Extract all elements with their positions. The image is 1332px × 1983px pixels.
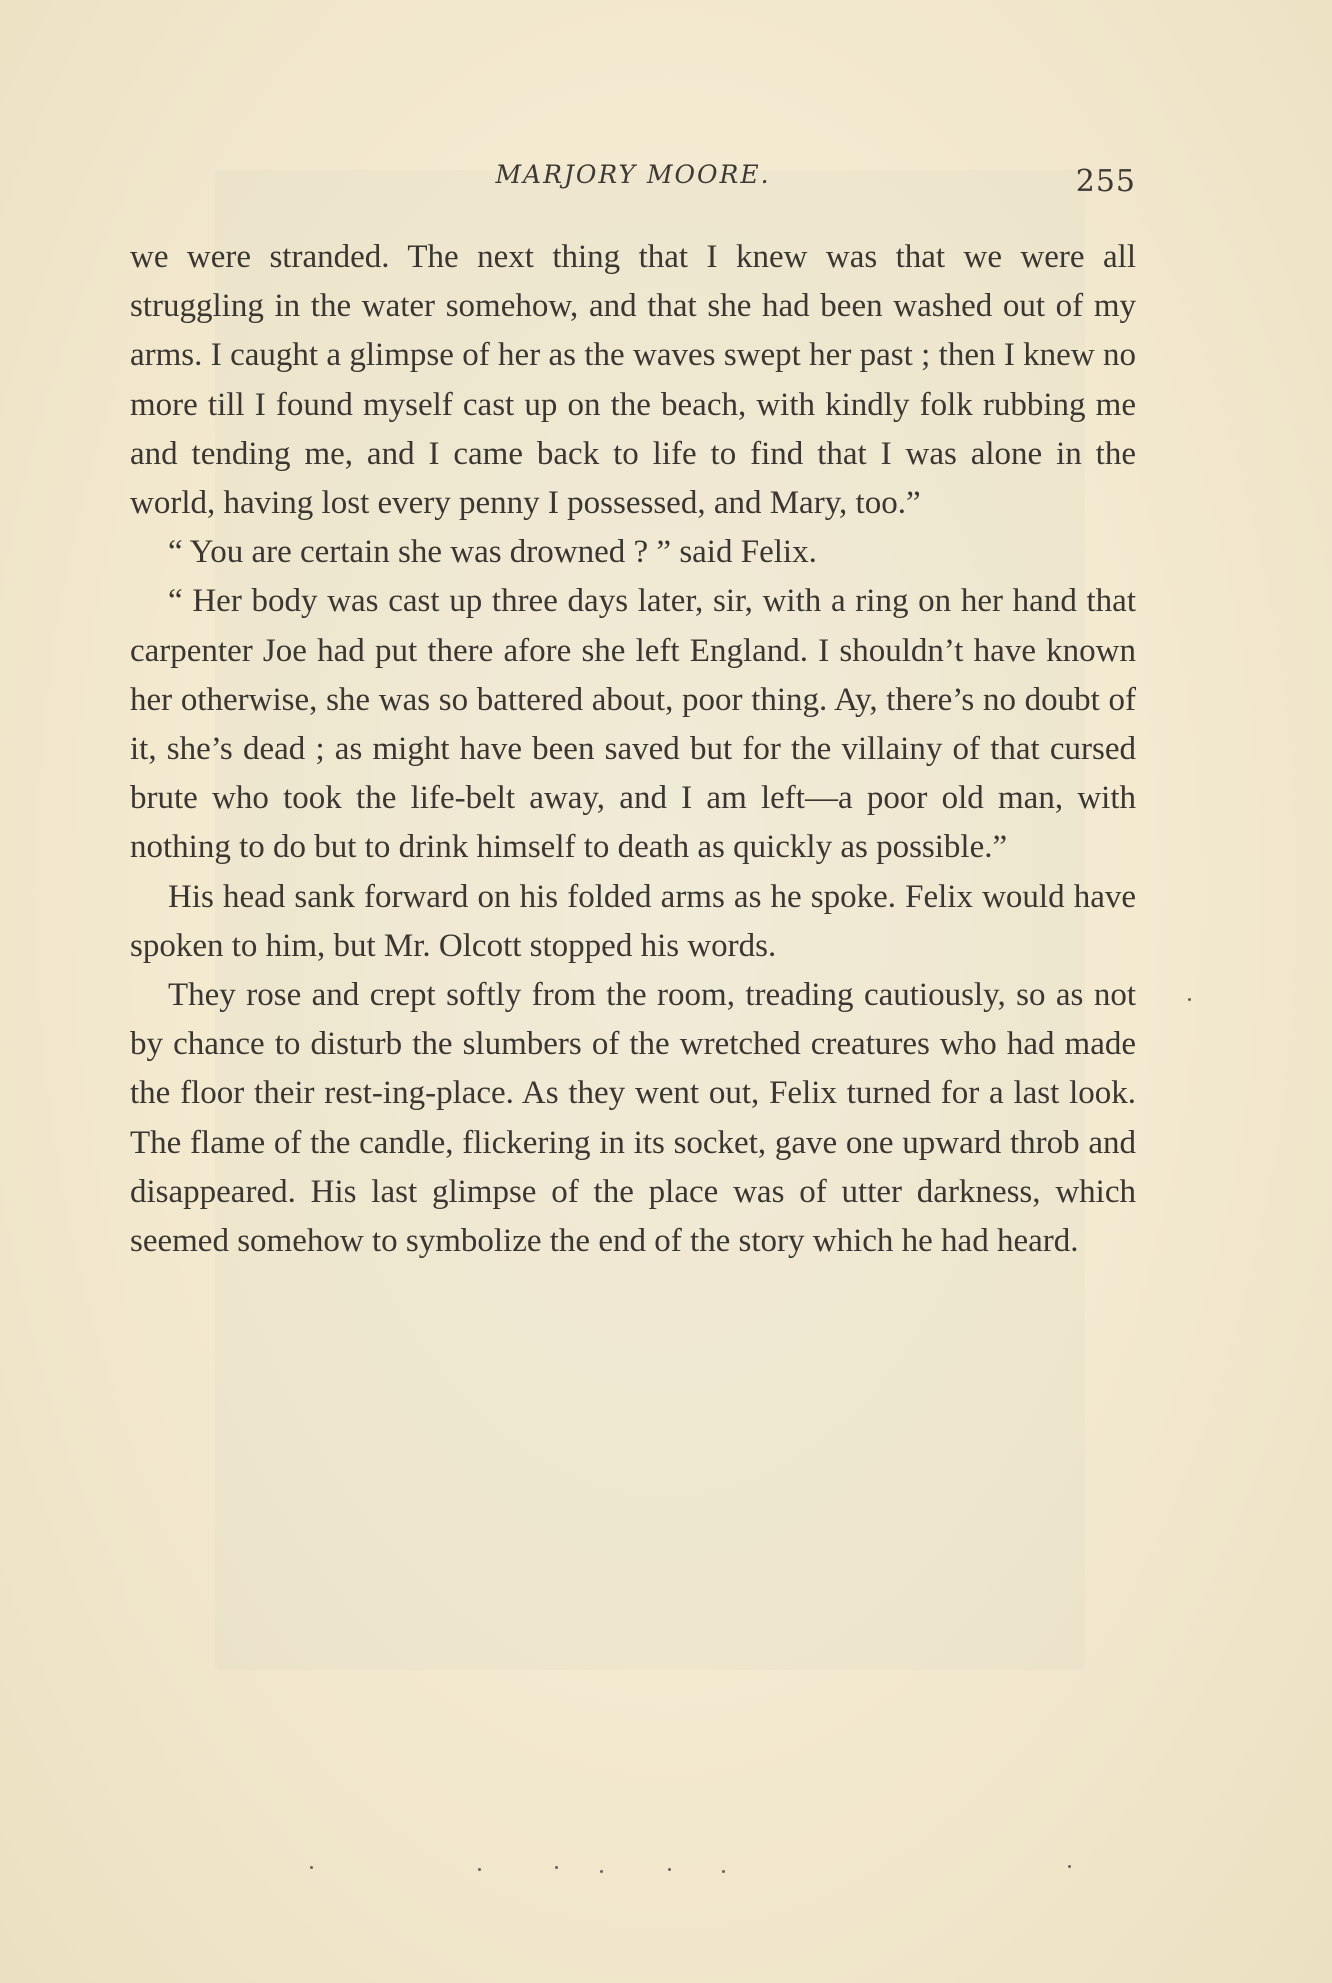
paper-speck (310, 1866, 313, 1869)
paper-speck (1188, 998, 1191, 1001)
paragraph: “ Her body was cast up three days later, sir, with a ring on her hand that carpenter Joe had put there afore she left England. I shouldn’t have known her otherwise, she was so battered about, poor thing. Ay, there’s no doubt of it, she’s dead ; as might have been saved but for the villainy of that cursed brute who took the life-belt away, and I am left—a poor old man, with nothing to do but to drink himself to death as quickly as possible.” (130, 583, 1136, 866)
page-header (130, 160, 1136, 200)
paragraph: They rose and crept softly from the room, treading cautiously, so as not by chance to disturb the slumbers of the wretched creatures who had made the floor their rest-ing-place. As they went out, Felix turned for a last look. The flame of the candle, flickering in its socket, gave one upward throb and disappeared. His last glimpse of the place was of utter darkness, which seemed somehow to symbolize the end of the story which he had heard. (130, 977, 1136, 1260)
paper-speck (600, 1870, 603, 1873)
body-text (130, 233, 1136, 1266)
running-title: MARJORY MOORE. (495, 160, 771, 189)
paragraph: His head sank forward on his folded arms as he spoke. Felix would have spoken to him, but Mr. Olcott stopped his words. (130, 878, 1136, 964)
paper-speck (478, 1868, 481, 1871)
page-number: 255 (1075, 164, 1136, 199)
paper-speck (555, 1866, 558, 1869)
paper-speck (722, 1870, 725, 1873)
paragraph: we were stranded. The next thing that I knew was that we were all struggling in the water somehow, and that she had been washed out of my arms. I caught a glimpse of her as the waves swept her past ; then I knew no more till I found myself cast up on the beach, with kindly folk rubbing me and tending me, and I came back to life to find that I was alone in the world, having lost every penny I possessed, and Mary, too.” (130, 239, 1136, 522)
paragraph: “ You are certain she was drowned ? ” said Felix. (168, 534, 817, 571)
paper-speck (668, 1868, 671, 1871)
paper-speck (1068, 1865, 1071, 1868)
